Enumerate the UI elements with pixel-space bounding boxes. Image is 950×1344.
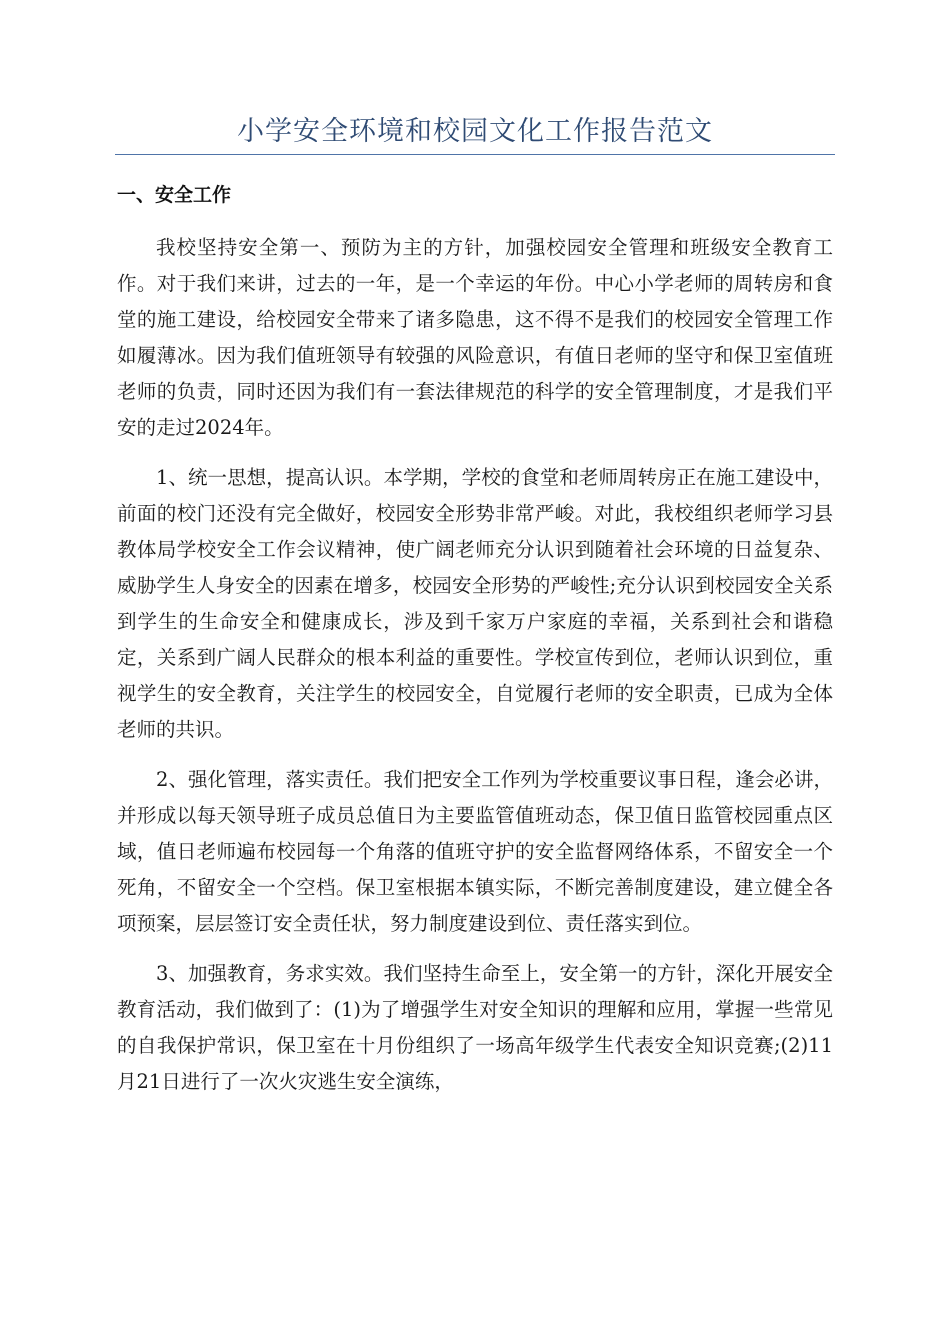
paragraph-item-1: 1、统一思想，提高认识。本学期，学校的食堂和老师周转房正在施工建设中，前面的校门还没有完全做好，校园安全形势非常严峻。对此，我校组织老师学习县教体局学校安全工作会议精神，使广阔老师充分认识到随着社会环境的日益复杂、威胁学生人身安全的因素在增多，校园安全形势的严峻性;充分认识到校园安全关系到学生的生命安全和健康成长，涉及到千家万户家庭的幸福，关系到社会和谐稳定，关系到广阔人民群众的根本利益的重要性。学校宣传到位，老师认识到位，重视学生的安全教育，关注学生的校园安全，自觉履行老师的安全职责，已成为全体老师的共识。 (117, 466, 833, 741)
document-title: 小学安全环境和校园文化工作报告范文 (237, 116, 713, 147)
document-body (117, 176, 833, 1114)
section-heading: 一、安全工作 (117, 184, 232, 206)
paragraph-item-2: 2、强化管理，落实责任。我们把安全工作列为学校重要议事日程，逢会必讲，并形成以每天领导班子成员总值日为主要监管值班动态，保卫值日监管校园重点区域，值日老师遍布校园每一个角落的值班守护的安全监督网络体系，不留安全一个死角，不留安全一个空档。保卫室根据本镇实际，不断完善制度建设，建立健全各项预案，层层签订安全责任状，努力制度建设到位、责任落实到位。 (117, 768, 833, 935)
title-underline (115, 154, 835, 155)
paragraph-intro: 我校坚持安全第一、预防为主的方针，加强校园安全管理和班级安全教育工作。对于我们来讲，过去的一年，是一个幸运的年份。中心小学老师的周转房和食堂的施工建设，给校园安全带来了诸多隐患，这不得不是我们的校园安全管理工作如履薄冰。因为我们值班领导有较强的风险意识，有值日老师的坚守和保卫室值班老师的负责，同时还因为我们有一套法律规范的科学的安全管理制度，才是我们平安的走过2024年。 (117, 236, 833, 439)
paragraph-item-3: 3、加强教育，务求实效。我们坚持生命至上，安全第一的方针，深化开展安全教育活动，我们做到了：(1)为了增强学生对安全知识的理解和应用，掌握一些常见的自我保护常识，保卫室在十月份组织了一场高年级学生代表安全知识竞赛;(2)11月21日进行了一次火灾逃生安全演练， (117, 962, 833, 1093)
